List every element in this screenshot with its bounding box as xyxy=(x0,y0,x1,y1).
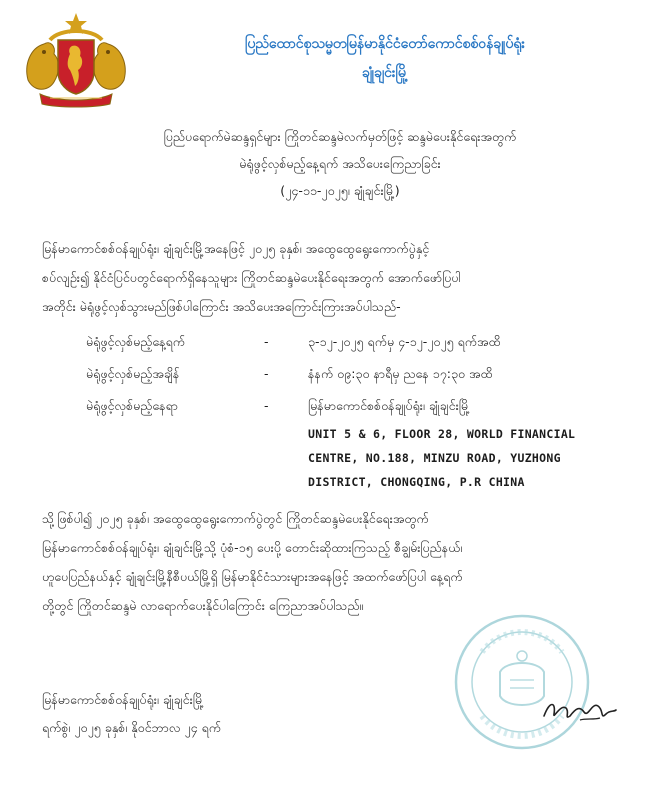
subject-line-1: ပြည်ပရောက်မဲဆန္ဒရှင်များ ကြိုတင်ဆန္ဒမဲလက်မှတ်ဖြင့် ဆန္ဒမဲပေးနိုင်ရေးအတွက် xyxy=(163,129,517,144)
date-label: မဲရုံဖွင့်လှစ်မည့်နေ့ရက် xyxy=(86,334,186,349)
embassy-title xyxy=(150,34,620,84)
detail-row-time xyxy=(86,366,626,398)
official-stamp xyxy=(452,612,592,752)
intro-paragraph xyxy=(42,234,622,321)
time-label: မဲရုံဖွင့်လှစ်မည့်အချိန် xyxy=(86,366,180,381)
place-address-english xyxy=(308,422,618,494)
polling-details xyxy=(86,334,626,489)
footer-date: ရက်စွဲ၊ ၂၀၂၅ ခုနှစ်၊ နိုဝင်ဘာလ ၂၄ ရက် xyxy=(42,720,222,735)
state-emblem xyxy=(20,10,132,110)
address-line-2: CENTRE, NO.188, MINZU ROAD, YUZHONG xyxy=(308,451,561,465)
subject-line-3: (၂၄-၁၁-၂၀၂၅၊ ချုံချင်းမြို့) xyxy=(280,183,400,198)
date-value: ၃-၁၂-၂၀၂၅ ရက်မှ ၄-၁၂-၂၀၂၅ ရက်အထိ xyxy=(308,334,501,349)
separator-dash: - xyxy=(264,366,269,381)
paragraph-line: စပ်လျဉ်း၍ နိုင်ငံပြင်ပတွင်ရောက်ရှိနေသူများ ကြိုတင်ဆန္ဒမဲပေးနိုင်ရေးအတွက် အောက်ဖော်ပြပါ xyxy=(42,270,461,285)
paragraph-line: ဟူပေပြည်နယ်နှင့် ချုံချင်းမြို့နီစီပယ်မြို့ရှိ မြန်မာနိုင်ငံသားများအနေဖြင့် အထက်ဖော်ပြပါ နေ့ရက် xyxy=(42,569,463,584)
notice-paragraph xyxy=(42,504,622,620)
address-line-1: UNIT 5 & 6, FLOOR 28, WORLD FINANCIAL xyxy=(308,427,576,441)
title-line-1: ပြည်ထောင်စုသမ္မတမြန်မာနိုင်ငံတော်ကောင်စစ်ဝန်ချုပ်ရုံး xyxy=(244,36,526,52)
separator-dash: - xyxy=(264,398,269,413)
signature xyxy=(540,690,620,730)
place-address xyxy=(308,398,618,494)
detail-row-date xyxy=(86,334,626,366)
title-line-2: ချုံချင်းမြို့ xyxy=(361,65,409,81)
document-footer xyxy=(42,686,221,742)
paragraph-line: မြန်မာကောင်စစ်ဝန်ချုပ်ရုံး၊ ချုံချင်းမြို့အနေဖြင့် ၂၀၂၅ ခုနှစ်၊ အထွေထွေရွေးကောက်ပွဲနှင့် xyxy=(42,241,430,256)
place-value-myanmar: မြန်မာကောင်စစ်ဝန်ချုပ်ရုံး၊ ချုံချင်းမြို့ xyxy=(308,398,470,413)
announcement-subject xyxy=(60,123,620,204)
paragraph-line: တို့တွင် ကြိုတင်ဆန္ဒမဲ လာရောက်ပေးနိုင်ပါကြောင်း ကြေညာအပ်ပါသည်။ xyxy=(42,598,364,613)
paragraph-line: အတိုင်း မဲရုံဖွင့်လှစ်သွားမည်ဖြစ်ပါကြောင်း အသိပေးအကြောင်းကြားအပ်ပါသည်- xyxy=(42,299,401,314)
detail-row-place xyxy=(86,398,626,489)
paragraph-line: မြန်မာကောင်စစ်ဝန်ချုပ်ရုံး၊ ချုံချင်းမြို့သို့ ပုံစံ-၁၅ ပေးပို့ တောင်းဆိုထားကြသည့် စီချွမ်းပြည်နယ်၊ xyxy=(42,540,463,555)
separator-dash: - xyxy=(264,334,269,349)
subject-line-2: မဲရုံဖွင့်လှစ်မည့်နေ့ရက် အသိပေးကြေညာခြင်း xyxy=(239,156,441,171)
footer-issuer: မြန်မာကောင်စစ်ဝန်ချုပ်ရုံး၊ ချုံချင်းမြို့ xyxy=(42,692,204,707)
address-line-3: DISTRICT, CHONGQING, P.R CHINA xyxy=(308,475,525,489)
place-label: မဲရုံဖွင့်လှစ်မည့်နေရာ xyxy=(86,398,178,413)
paragraph-line: သို့ဖြစ်ပါ၍ ၂၀၂၅ ခုနှစ်၊ အထွေထွေရွေးကောက်ပွဲတွင် ကြိုတင်ဆန္ဒမဲပေးနိုင်ရေးအတွက် xyxy=(42,511,429,526)
time-value: နံနက် ၀၉:၃၀ နာရီမှ ညနေ ၁၇:၃၀ အထိ xyxy=(308,366,493,381)
